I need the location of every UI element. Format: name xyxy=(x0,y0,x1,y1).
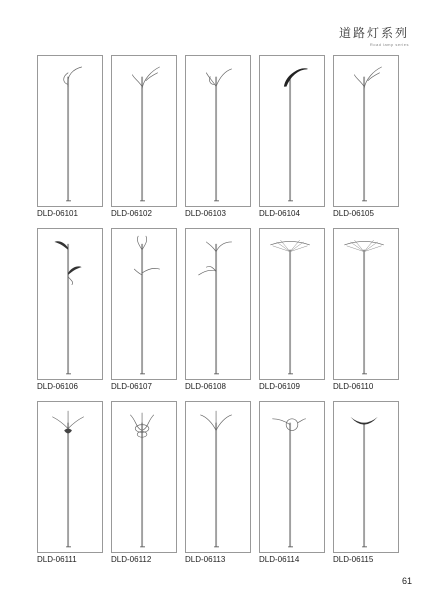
street-lamp-icon xyxy=(260,229,324,379)
product-card xyxy=(333,228,399,380)
lamp-two-level-arms xyxy=(134,236,159,275)
lamp-crescent-head xyxy=(350,417,377,425)
street-lamp-icon xyxy=(334,229,398,379)
product-card xyxy=(37,401,103,553)
street-lamp-icon xyxy=(38,56,102,206)
street-lamp-icon xyxy=(260,402,324,552)
product-code: DLD-06104 xyxy=(259,209,300,218)
product-card xyxy=(111,228,177,380)
product-code: DLD-06115 xyxy=(333,555,374,564)
page-number: 61 xyxy=(401,576,412,586)
product-card xyxy=(111,401,177,553)
street-lamp-icon xyxy=(186,402,250,552)
product-code: DLD-06113 xyxy=(185,555,226,564)
product-code: DLD-06102 xyxy=(111,209,152,218)
product-card xyxy=(185,401,251,553)
product-code: DLD-06112 xyxy=(111,555,152,564)
product-card xyxy=(259,55,325,207)
product-code: DLD-06109 xyxy=(259,382,300,391)
product-code: DLD-06107 xyxy=(111,382,152,391)
product-code: DLD-06105 xyxy=(333,209,374,218)
lamp-double-swept-arms xyxy=(354,67,381,88)
street-lamp-icon xyxy=(186,229,250,379)
lamp-tulip-head xyxy=(53,411,84,433)
product-code: DLD-06111 xyxy=(37,555,77,564)
street-lamp-icon xyxy=(260,56,324,206)
street-lamp-icon xyxy=(334,56,398,206)
street-lamp-icon xyxy=(38,229,102,379)
lamp-v-arms xyxy=(201,411,232,430)
product-code: DLD-06114 xyxy=(259,555,300,564)
lamp-ornate-loop-head xyxy=(130,413,153,438)
lamp-double-leaf-arms xyxy=(206,69,231,86)
street-lamp-icon xyxy=(38,402,102,552)
product-card xyxy=(333,401,399,553)
product-card xyxy=(333,55,399,207)
street-lamp-icon xyxy=(334,402,398,552)
page-subtitle: Road lamp series xyxy=(369,42,409,47)
product-code: DLD-06106 xyxy=(37,382,78,391)
street-lamp-icon xyxy=(112,229,176,379)
product-card xyxy=(259,228,325,380)
lamp-black-crescent-arm xyxy=(284,69,307,87)
lamp-two-level-leaf-arms xyxy=(199,242,232,275)
product-card xyxy=(37,55,103,207)
lamp-double-swept-arms xyxy=(132,67,159,88)
product-card xyxy=(259,401,325,553)
street-lamp-icon xyxy=(112,56,176,206)
lamp-ring-head xyxy=(273,419,306,431)
product-code: DLD-06101 xyxy=(37,209,78,218)
product-card xyxy=(111,55,177,207)
product-card xyxy=(185,228,251,380)
product-card xyxy=(37,228,103,380)
product-code: DLD-06110 xyxy=(333,382,374,391)
page-title: 道路灯系列 xyxy=(338,26,409,40)
product-code: DLD-06108 xyxy=(185,382,226,391)
street-lamp-icon xyxy=(112,402,176,552)
product-code: DLD-06103 xyxy=(185,209,226,218)
product-card xyxy=(185,55,251,207)
street-lamp-icon xyxy=(186,56,250,206)
lamp-single-curved-arm xyxy=(64,67,82,86)
